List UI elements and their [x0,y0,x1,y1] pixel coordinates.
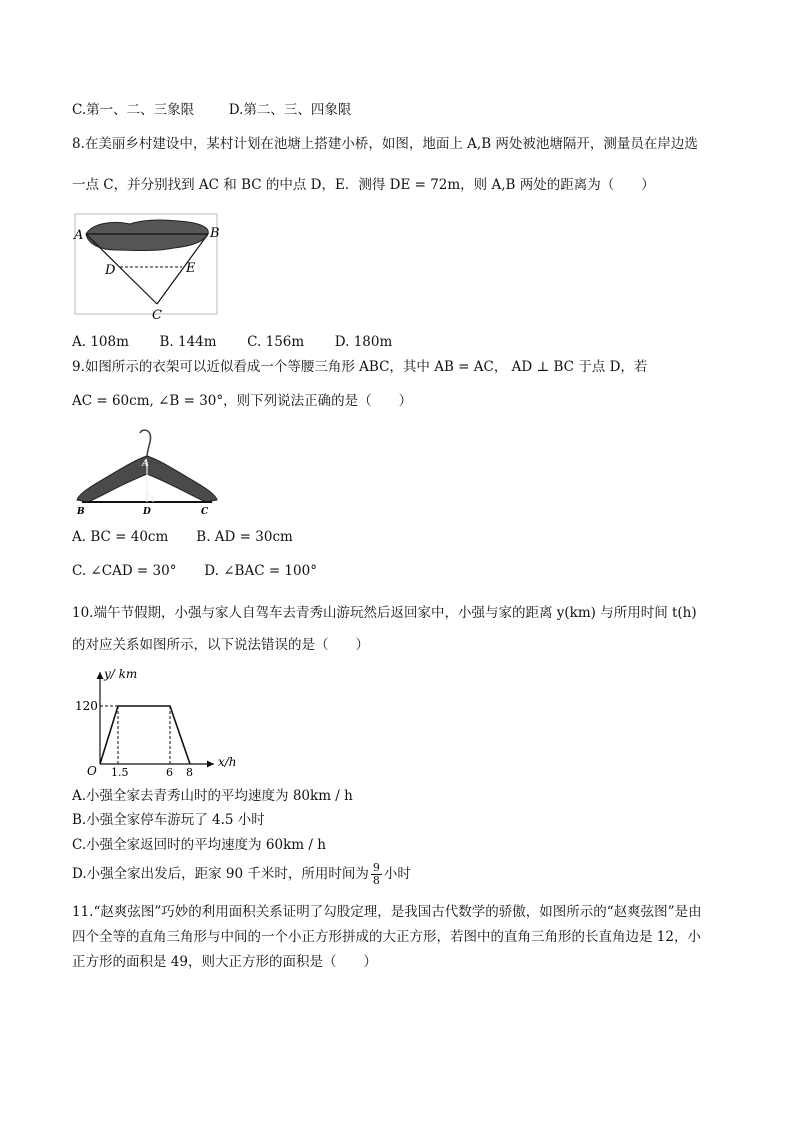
x-tick-6: 6 [166,766,173,779]
fraction-denominator: 8 [372,874,380,887]
q9-hanger-figure [72,426,222,518]
fraction-numerator: 9 [372,861,380,874]
q9-option-c: C. ∠CAD = 30° [72,563,177,579]
q9-stem-line1: 9.如图所示的衣架可以近似看成一个等腰三角形 ABC，其中 AB = AC， AD ⊥ BC 于点 D，若 [72,359,648,375]
label-b: B [77,507,85,517]
q10-option-d-text: D.小强全家出发后，距家 90 千米时，所用时间为 [72,866,369,882]
q8-stem-line2: 一点 C，并分别找到 AC 和 BC 的中点 D，E．测得 DE = 72m，则 A,B 两处的距离为（ ） [72,177,655,193]
q9-stem-line2: AC = 60cm, ∠B = 30°，则下列说法正确的是（ ） [72,393,413,409]
y-tick-120: 120 [75,699,98,713]
x-tick-8: 8 [186,766,193,779]
q7-option-d: D.第二、三、四象限 [228,102,352,118]
q10-option-d [72,862,411,887]
q11-stem-line1: 11.“赵爽弦图”巧妙的利用面积关系证明了勾股定理，是我国古代数学的骄傲，如图所示的“赵爽弦图”是由 [72,904,702,920]
q8-options [72,333,392,351]
x-axis-label: x/h [218,755,237,769]
origin-label: O [87,764,97,778]
fraction-9-8 [371,862,382,887]
q10-option-d-unit: 小时 [383,866,411,882]
q11-stem-line3: 正方形的面积是 49，则大正方形的面积是（ ） [72,954,377,970]
label-a: A [74,228,84,243]
distance-line [100,706,190,764]
label-d: D [143,507,151,517]
label-a: A [142,459,149,469]
q9-options-row2 [72,562,317,580]
label-c: C [201,507,209,517]
q9-option-b: B. AD = 30cm [196,529,293,545]
q8-option-c: C. 156m [247,334,305,350]
q8-option-a: A. 108m [72,334,129,350]
label-b: B [210,226,220,241]
q7-option-c: C.第一、二、三象限 [72,102,195,118]
q8-option-d: D. 180m [334,334,393,350]
q10-option-a: A.小强全家去青秀山时的平均速度为 80km / h [72,788,353,804]
label-e: E [186,261,196,276]
q10-option-b: B.小强全家停车游玩了 4.5 小时 [72,812,265,828]
q10-stem-line2: 的对应关系如图所示，以下说法错误的是（ ） [72,637,369,653]
q11-stem-line2: 四个全等的直角三角形与中间的一个小正方形拼成的大正方形，若图中的直角三角形的长直角边是 12，小 [72,929,701,945]
q10-stem-line1: 10.端午节假期，小强与家人自驾车去青秀山游玩然后返回家中，小强与家的距离 y(km) 与所用时间 t(h) [72,605,697,621]
q8-stem-line1: 8.在美丽乡村建设中，某村计划在池塘上搭建小桥，如图，地面上 A,B 两处被池塘隔开，测量员在岸边选 [72,136,698,152]
q8-pond-figure [70,212,222,322]
label-c: C [152,308,162,322]
q7-options [72,101,351,119]
x-tick-1-5: 1.5 [111,766,129,779]
label-d: D [105,263,116,278]
q9-options-row1 [72,528,293,546]
hanger-hook [140,430,151,456]
q9-option-d: D. ∠BAC = 100° [204,563,317,579]
q9-option-a: A. BC = 40cm [72,529,169,545]
q8-option-b: B. 144m [159,334,217,350]
q10-distance-time-graph [72,662,242,780]
q10-option-c: C.小强全家返回时的平均速度为 60km / h [72,837,326,853]
pond-shape [86,220,208,251]
y-axis-label: y/ km [104,667,138,681]
